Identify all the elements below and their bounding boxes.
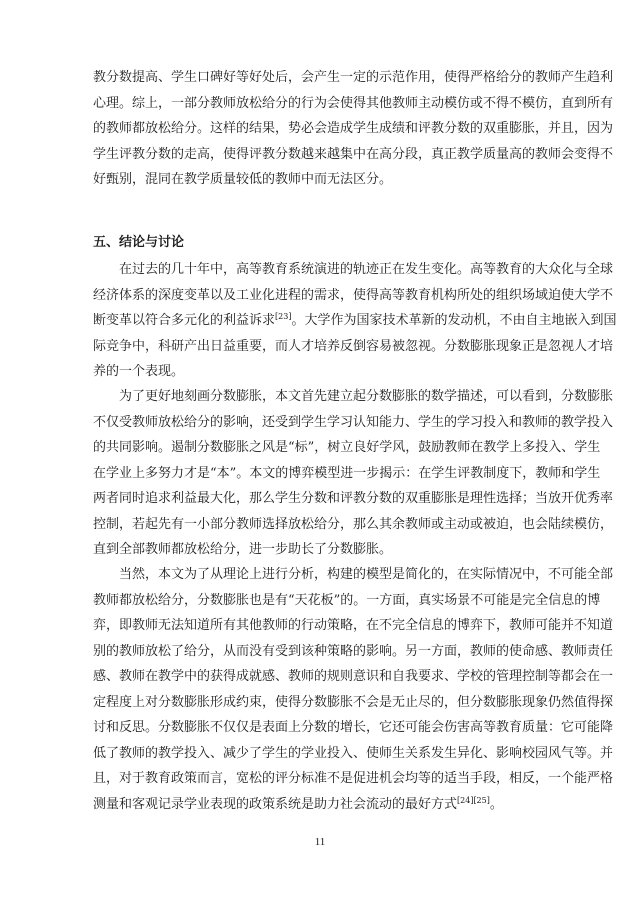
text-line [93, 792, 549, 818]
text-line: 不仅受教师放松给分的影响，还受到学生学习认知能力、学生的学习投入和教师的教学投入 [93, 414, 614, 430]
paragraph-continuation [93, 65, 614, 193]
section-heading: 五、结论与讨论 [93, 235, 185, 250]
paragraph-1 [93, 257, 617, 385]
paragraph-2 [93, 384, 614, 563]
text-line: 的共同影响。遏制分数膨胀之风是“标”，树立良好学风，鼓励教师在教学上多投入、学生 [93, 440, 601, 455]
text-segment: 。 [489, 796, 503, 812]
text-line: 在学业上多努力才是“本”。本文的博弈模型进一步揭示：在学生评教制度下，教师和学生 [93, 465, 601, 481]
text-line: 低了教师的教学投入、减少了学生的学业投入、使师生关系发生异化、影响校园风气等。并 [93, 745, 614, 761]
text-line: 经济体系的深度变革以及工业化进程的需求，使得高等教育机构所处的组织场域迫使大学不 [93, 287, 614, 303]
text-segment: 。大学作为国家技术革新的发动机，不由自主地嵌入到国 [291, 313, 617, 328]
text-line: 别的教师放松了给分，从而没有受到该种策略的影响。另一方面，教师的使命感、教师责任 [93, 643, 614, 659]
text-line: 际竞争中，科研产出日益重要，而人才培养反倒容易被忽视。分数膨胀现象正是忽视人才培 [93, 338, 614, 354]
citation-reference: [23] [275, 312, 292, 321]
text-line: 好甄别，混同在教学质量较低的教师中而无法区分。 [93, 172, 393, 187]
text-line: 控制，若起先有一小部分教师选择放松给分，那么其余教师或主动或被迫，也会陆续模仿， [93, 516, 614, 532]
text-line: 感、教师在教学中的获得成就感、教师的规则意识和自我要求、学校的管理控制等都会在一 [93, 669, 614, 684]
text-line: 的教师都放松给分。这样的结果，势必会造成学生成绩和评教分数的双重膨胀，并且，因为 [93, 121, 614, 136]
paragraph-3 [93, 562, 614, 817]
text-line: 讨和反思。分数膨胀不仅仅是表面上分数的增长，它还可能会伤害高等教育质量：它可能降 [93, 720, 614, 735]
text-line: 定程度上对分数膨胀形成约束，使得分数膨胀不会是无止尽的，但分数膨胀现象仍然值得探 [93, 694, 614, 710]
text-line: 养的一个表现。 [93, 364, 185, 379]
text-line: 教分数提高、学生口碑好等好处后，会产生一定的示范作用，使得严格给分的教师产生趋利 [93, 70, 614, 85]
text-segment: 测量和客观记录学业表现的政策系统是助力社会流动的最好方式 [93, 796, 458, 812]
text-line: 两者同时追求利益最大化，那么学生分数和评教分数的双重膨胀是理性选择；当放开优秀率 [93, 491, 614, 506]
text-line: 心理。综上，一部分教师放松给分的行为会使得其他教师主动模仿或不得不模仿，直到所有 [93, 95, 614, 111]
text-line: 当然，本文为了从理论上进行分析，构建的模型是简化的，在实际情况中，不可能全部 [119, 567, 614, 582]
text-line: 直到全部教师都放松给分，进一步助长了分数膨胀。 [93, 542, 393, 557]
text-segment: 断变革以符合多元化的利益诉求 [93, 313, 276, 328]
text-line [93, 308, 617, 334]
page-number: 11 [314, 836, 326, 848]
text-line: 为了更好地刻画分数膨胀，本文首先建立起分数膨胀的数学描述，可以看到，分数膨胀 [119, 389, 614, 404]
text-line: 且，对于教育政策而言，宽松的评分标准不是促进机会均等的适当手段，相反，一个能严格 [93, 771, 614, 786]
text-line: 在过去的几十年中，高等教育系统演进的轨迹正在发生变化。高等教育的大众化与全球 [119, 262, 614, 277]
citation-reference: [24][25] [457, 795, 490, 805]
text-line: 教师都放松给分，分数膨胀也是有“天花板”的。一方面，真实场景不可能是完全信息的博 [93, 592, 601, 608]
text-line: 学生评教分数的走高，使得评教分数越来越集中在高分段，真正教学质量高的教师会变得不 [93, 146, 614, 162]
text-line: 弈，即教师无法知道所有其他教师的行动策略，在不完全信息的博弈下，教师可能并不知道 [93, 618, 614, 633]
